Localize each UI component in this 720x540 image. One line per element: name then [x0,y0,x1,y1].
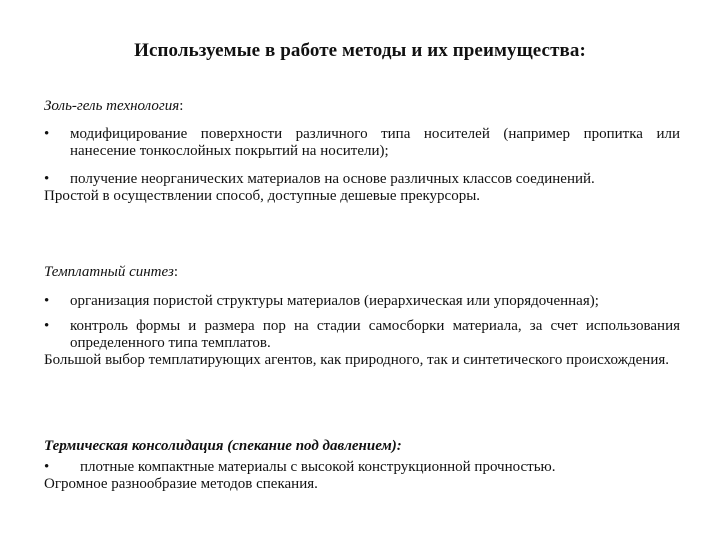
section-summary: Огромное разнообразие методов спекания. [44,476,318,492]
bullet-marker: • [44,293,50,309]
bullet-text: получение неорганических материалов на основе различных классов соединений. [70,171,595,187]
slide-title: Используемые в работе методы и их преимущества: [134,40,586,61]
bullet-item [44,126,680,160]
bullet-item [44,318,680,352]
bullet-item [44,171,680,188]
section-summary: Большой выбор темплатирующих агентов, как природного, так и синтетического происхождения. [44,352,670,368]
section-heading-line [44,98,680,115]
bullet-text: модифицирование поверхности различного типа носителей (например пропитка или нанесение тонкослойных покрытий на носители); [70,126,680,159]
section-heading-line [44,264,680,281]
section-heading: Термическая консолидация (спекание под давлением): [44,438,402,454]
section-heading: Темплатный синтез [44,264,174,280]
section-summary: Простой в осуществлении способ, доступные дешевые прекурсоры. [44,188,481,204]
bullet-text: контроль формы и размера пор на стадии самосборки материала, за счет использования определенного типа темплатов. [70,318,680,351]
section-template-synthesis [44,264,680,369]
heading-colon: : [179,98,184,114]
section-thermal-consolidation [44,438,680,493]
bullet-text: плотные компактные материалы с высокой конструкционной прочностью. [80,459,556,475]
section-heading-line [44,438,680,455]
bullet-item [44,293,680,310]
heading-colon: : [173,264,178,280]
bullet-marker: • [44,126,50,142]
bullet-marker: • [44,318,50,334]
bullet-item [44,459,680,476]
section-sol-gel [44,98,680,205]
bullet-marker: • [44,459,50,475]
bullet-text: организация пористой структуры материалов (иерархическая или упорядоченная); [70,293,599,309]
bullet-marker: • [44,171,50,187]
section-heading: Золь-гель технология [44,98,180,114]
